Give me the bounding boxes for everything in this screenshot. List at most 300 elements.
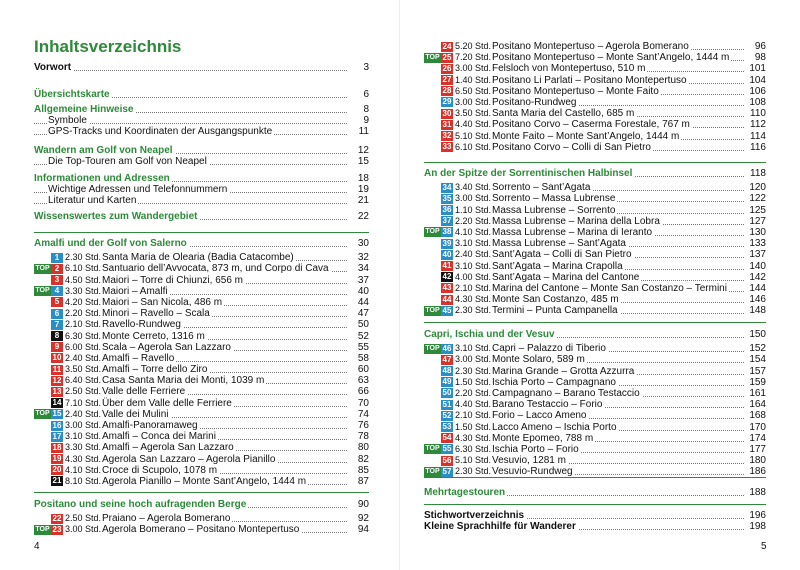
tour-duration: 1.50 Std.: [455, 376, 492, 387]
tour-row[interactable]: [34, 375, 369, 386]
tour-name: Agerola San Lazzaro – Agerola Pianillo: [102, 453, 276, 465]
toc-page: 74: [349, 409, 369, 420]
tour-name: Santa Maria del Castello, 685 m: [492, 108, 635, 120]
tour-name: Monte Faito – Monte Sant’Angelo, 1444 m: [492, 130, 680, 142]
tour-number-badge: 29: [442, 97, 452, 107]
toc-page: 170: [746, 422, 766, 433]
toc-label: Stichwortverzeichnis: [424, 510, 525, 521]
tour-name: Sant’Agata – Colli di San Pietro: [492, 249, 632, 261]
page-number: 4: [34, 541, 40, 552]
tour-number-badge: 38: [442, 227, 452, 237]
toc-page: 52: [349, 331, 369, 342]
tour-row[interactable]: [34, 275, 369, 286]
amalfi-section: [34, 238, 369, 487]
toc-page: 92: [349, 513, 369, 524]
tour-row[interactable]: [424, 388, 766, 399]
toc-entry-heading[interactable]: [34, 145, 369, 156]
tour-row[interactable]: [34, 263, 369, 274]
tour-duration: 5.10 Std.: [455, 455, 492, 466]
tour-row[interactable]: [34, 353, 369, 364]
section-heading[interactable]: [34, 238, 369, 249]
divider: [424, 504, 766, 505]
toc-label: Übersichtskarte: [34, 89, 110, 100]
tour-duration: 2.30 Std.: [455, 305, 492, 316]
wandern-section: [34, 145, 369, 167]
divider: [424, 162, 766, 163]
tour-duration: 3.00 Std.: [455, 96, 492, 107]
toc-page: 78: [349, 431, 369, 442]
tour-number-badge: 20: [52, 465, 62, 475]
toc-page: 50: [349, 319, 369, 330]
tour-duration: 3.50 Std.: [455, 108, 492, 119]
tour-row[interactable]: [34, 398, 369, 409]
tour-name: Sorrento – Massa Lubrense: [492, 193, 616, 205]
tour-duration: 3.50 Std.: [65, 364, 102, 375]
tour-number-badge: 19: [52, 454, 62, 464]
tour-number-badge: 16: [52, 420, 62, 430]
tour-row[interactable]: [424, 108, 766, 119]
tour-number-badge: 37: [442, 216, 452, 226]
tour-duration: 3.30 Std.: [65, 442, 102, 453]
tour-duration: 2.10 Std.: [65, 319, 102, 330]
tour-number-badge: 47: [442, 354, 452, 364]
top-badge: TOP: [425, 306, 440, 314]
toc-page: 32: [349, 252, 369, 263]
toc-label: Literatur und Karten: [48, 195, 137, 207]
toc-page: 168: [746, 410, 766, 421]
tour-name: Monte Cerreto, 1316 m: [102, 330, 205, 342]
tour-name: Positano Corvo – Colli di San Pietro: [492, 141, 651, 153]
tour-row[interactable]: [424, 238, 766, 249]
tour-row[interactable]: [34, 252, 369, 263]
toc-page: 85: [349, 465, 369, 476]
tour-duration: 8.10 Std.: [65, 475, 102, 486]
tour-duration: 2.40 Std.: [65, 352, 102, 363]
tour-row[interactable]: [424, 399, 766, 410]
tour-row[interactable]: [34, 409, 369, 420]
toc-page: 60: [349, 364, 369, 375]
toc-page: 188: [746, 487, 766, 498]
tour-duration: 2.20 Std.: [65, 308, 102, 319]
toc-page: 125: [746, 205, 766, 216]
toc-page: 142: [746, 272, 766, 283]
tour-number-badge: 14: [52, 398, 62, 408]
tour-duration: 4.30 Std.: [65, 453, 102, 464]
tour-row[interactable]: [34, 297, 369, 308]
toc-page: 90: [349, 499, 369, 510]
tour-number-badge: 18: [52, 442, 62, 452]
top-badge: TOP: [35, 264, 50, 272]
toc-page: 120: [746, 182, 766, 193]
tour-row[interactable]: [34, 513, 369, 524]
tour-row[interactable]: [424, 455, 766, 466]
tour-name: Über dem Valle delle Ferriere: [102, 397, 232, 409]
tour-name: Santuario dell’Avvocata, 873 m, und Corpo di Cava: [102, 263, 329, 275]
tour-row[interactable]: [424, 182, 766, 193]
toc-page: 22: [349, 211, 369, 222]
tour-duration: 3.30 Std.: [65, 285, 102, 296]
tour-duration: 6.30 Std.: [65, 330, 102, 341]
tour-row[interactable]: [34, 476, 369, 487]
tour-row[interactable]: [34, 431, 369, 442]
tour-number-badge: 39: [442, 238, 452, 248]
tour-row[interactable]: [34, 465, 369, 476]
tour-name: Santa Maria de Olearia (Badia Catacombe): [102, 252, 294, 264]
tour-name: Capri – Palazzo di Tiberio: [492, 343, 606, 355]
tour-duration: 7.20 Std.: [455, 52, 492, 63]
wissen-block: [34, 211, 369, 222]
tour-number-badge: 2: [51, 264, 63, 274]
toc-page: 130: [746, 227, 766, 238]
tour-duration: 4.20 Std.: [65, 296, 102, 307]
tour-duration: 2.30 Std.: [455, 466, 492, 477]
tour-name: Barano Testaccio – Forio: [492, 399, 603, 411]
top-badge: TOP: [425, 467, 440, 475]
tour-name: Felsloch von Montepertuso, 510 m: [492, 63, 646, 75]
toc-page: 106: [746, 86, 766, 97]
toc-page: 152: [746, 343, 766, 354]
tour-row[interactable]: [424, 294, 766, 305]
tour-row[interactable]: [34, 319, 369, 330]
tour-row[interactable]: [424, 216, 766, 227]
tour-name: Vesuvio, 1281 m: [492, 455, 566, 467]
tour-number-badge: 50: [442, 388, 452, 398]
tour-name: Monte San Costanzo, 485 m: [492, 294, 619, 306]
tour-row[interactable]: [424, 142, 766, 153]
toc-label: Symbole: [48, 115, 87, 127]
toc-label: Vorwort: [34, 62, 72, 73]
tour-name: Positano-Rundweg: [492, 96, 577, 108]
toc-entry-heading[interactable]: [34, 173, 369, 184]
tour-name: Maiori – San Nicola, 486 m: [102, 296, 223, 308]
tour-duration: 3.10 Std.: [455, 343, 492, 354]
toc-page: 148: [746, 305, 766, 316]
tour-row[interactable]: [424, 366, 766, 377]
toc-page: 82: [349, 454, 369, 465]
toc-label: Informationen und Adressen: [34, 173, 170, 184]
tour-number-badge: 11: [52, 364, 62, 374]
tour-number-badge: 52: [442, 410, 452, 420]
tour-name: Massa Lubrense – Sorrento: [492, 204, 616, 216]
toc-label: An der Spitze der Sorrentinischen Halbinsel: [424, 168, 633, 179]
tour-name: Ischia Porto – Forio: [492, 443, 579, 455]
tour-name: Valle dei Mulini: [102, 408, 169, 420]
tour-name: Massa Lubrense – Marina della Lobra: [492, 215, 660, 227]
tour-number-badge: 34: [442, 182, 452, 192]
tour-number-badge: 32: [442, 131, 452, 140]
tour-row[interactable]: [34, 442, 369, 453]
tour-row[interactable]: [424, 249, 766, 260]
vorwort-block: [34, 62, 369, 73]
toc-entry-sub[interactable]: [34, 156, 369, 167]
toc-label: Kleine Sprachhilfe für Wanderer: [424, 521, 576, 533]
tour-duration: 3.00 Std.: [65, 420, 102, 430]
tour-row[interactable]: [424, 52, 766, 63]
sorrento-section: [424, 168, 766, 316]
toc-entry-vorwort[interactable]: [34, 62, 369, 73]
tour-duration: 6.10 Std.: [65, 263, 102, 274]
tour-duration: 4.40 Std.: [455, 399, 492, 410]
tour-row[interactable]: [424, 227, 766, 238]
toc-label: Die Top-Touren am Golf von Neapel: [48, 156, 207, 168]
toc-page: 144: [746, 283, 766, 294]
page-number: 5: [761, 541, 767, 552]
tour-row[interactable]: [34, 386, 369, 397]
tour-name: Massa Lubrense – Marina di Ieranto: [492, 226, 653, 238]
tour-row[interactable]: [424, 377, 766, 388]
top-badge: TOP: [35, 410, 50, 418]
divider: [424, 322, 766, 323]
tour-name: Campagnano – Barano Testaccio: [492, 387, 640, 399]
toc-page: 98: [746, 52, 766, 63]
toc-label: Amalfi und der Golf von Salerno: [34, 238, 187, 249]
toc-page: 133: [746, 238, 766, 249]
toc-entry-sprachhilfe[interactable]: [424, 521, 766, 532]
top-badge: TOP: [35, 287, 50, 295]
toc-entry-stichwortverzeichnis[interactable]: [424, 510, 766, 521]
toc-page: 157: [746, 366, 766, 377]
toc-page: 180: [746, 455, 766, 466]
toc-page: 19: [349, 184, 369, 195]
tour-name: Amalfi-Panoramaweg: [102, 420, 198, 431]
tour-name: Positano Corvo – Caserma Forestale, 767 m: [492, 119, 690, 131]
tour-name: Scala – Agerola San Lazzaro: [102, 341, 231, 353]
tour-row[interactable]: [424, 131, 766, 142]
tour-number-badge: 53: [442, 422, 452, 431]
section-heading[interactable]: [34, 499, 369, 510]
allgemein-section: [34, 104, 369, 138]
tour-row[interactable]: [424, 97, 766, 108]
toc-page: 21: [349, 195, 369, 206]
tour-row[interactable]: [34, 286, 369, 297]
toc-entry-sub[interactable]: [34, 195, 369, 206]
toc-page: 112: [746, 119, 766, 130]
tour-name: Vesuvio-Rundweg: [492, 466, 573, 478]
tour-duration: 1.10 Std.: [455, 204, 492, 215]
divider: [424, 477, 766, 478]
tour-number-badge: 54: [442, 433, 452, 443]
toc-page: 3: [349, 62, 369, 73]
toc-page: 118: [746, 168, 766, 179]
tour-row[interactable]: [424, 283, 766, 294]
toc-page: 63: [349, 375, 369, 386]
tour-row[interactable]: [424, 354, 766, 365]
appendix-block: [424, 510, 766, 532]
tour-number-badge: 30: [442, 108, 452, 118]
tour-number-badge: 8: [51, 331, 63, 341]
tour-name: Croce di Scupolo, 1078 m: [102, 464, 218, 476]
tour-row[interactable]: [424, 75, 766, 86]
tour-number-badge: 57: [442, 466, 452, 476]
tour-number-badge: 23: [52, 524, 62, 534]
tour-number-badge: 5: [51, 297, 63, 307]
tour-duration: 3.00 Std.: [455, 354, 492, 365]
tour-row[interactable]: [424, 86, 766, 97]
tour-name: Agerola Bomerano – Positano Montepertuso: [102, 524, 300, 536]
toc-page: 122: [746, 193, 766, 204]
toc-page: 94: [349, 524, 369, 535]
toc-page: 101: [746, 63, 766, 74]
toc-page: 150: [746, 329, 766, 340]
toc-entry-sub[interactable]: [34, 115, 369, 126]
toc-page: 8: [349, 104, 369, 115]
tour-number-badge: 6: [51, 309, 63, 319]
toc-entry-wissenswertes[interactable]: [34, 211, 369, 222]
toc-entry-sub[interactable]: [34, 126, 369, 137]
tour-duration: 2.30 Std.: [455, 365, 492, 376]
toc-entry-uebersicht[interactable]: [34, 89, 369, 100]
tour-name: Praiano – Agerola Bomerano: [102, 513, 231, 525]
toc-label: Wandern am Golf von Neapel: [34, 145, 173, 156]
tour-duration: 2.10 Std.: [455, 410, 492, 421]
tour-duration: 3.40 Std.: [455, 182, 492, 193]
tour-duration: 3.00 Std.: [455, 63, 492, 74]
toc-label: Positano und seine hoch aufragenden Berge: [34, 499, 247, 510]
toc-page: 76: [349, 420, 369, 431]
tour-number-badge: 40: [442, 249, 452, 259]
tour-number-badge: 36: [442, 205, 452, 215]
tour-duration: 3.10 Std.: [65, 431, 102, 442]
toc-entry-heading[interactable]: [34, 104, 369, 115]
tour-number-badge: 4: [51, 286, 63, 296]
tour-duration: 5.10 Std.: [455, 130, 492, 141]
tour-number-badge: 46: [442, 343, 452, 353]
tour-number-badge: 51: [442, 399, 452, 409]
tour-number-badge: 56: [442, 455, 452, 465]
divider: [34, 232, 369, 233]
toc-page: 196: [746, 510, 766, 521]
toc-page: 186: [746, 466, 766, 477]
tour-number-badge: 45: [442, 305, 452, 315]
tour-duration: 3.10 Std.: [455, 238, 492, 249]
tour-row[interactable]: [424, 63, 766, 74]
toc-page: 9: [349, 115, 369, 126]
tour-number-badge: 35: [442, 193, 452, 203]
tour-duration: 6.40 Std.: [65, 375, 102, 386]
tour-number-badge: 17: [52, 431, 62, 441]
toc-entry-sub[interactable]: [34, 184, 369, 195]
toc-page: 34: [349, 263, 369, 274]
toc-entry-mehrtagestouren[interactable]: [424, 487, 766, 498]
tour-row[interactable]: [424, 272, 766, 283]
tour-number-badge: 49: [442, 377, 452, 387]
capri-section: [424, 329, 766, 477]
tour-name: Agerola Pianillo – Monte Sant’Angelo, 1444 m: [102, 475, 307, 487]
toc-page: 146: [746, 294, 766, 305]
tour-name: Positano Montepertuso – Agerola Bomerano: [492, 41, 689, 52]
toc-page: 87: [349, 476, 369, 487]
toc-page: 70: [349, 398, 369, 409]
top-badge: TOP: [35, 525, 50, 533]
tour-number-badge: 44: [442, 294, 452, 304]
tour-number-badge: 1: [51, 253, 63, 263]
toc-page: 12: [349, 145, 369, 156]
tour-row[interactable]: [424, 343, 766, 354]
tour-row[interactable]: [34, 364, 369, 375]
tour-row[interactable]: [424, 41, 766, 52]
tour-row[interactable]: [34, 342, 369, 353]
tour-number-badge: 31: [442, 119, 452, 129]
tour-name: Positano Li Parlati – Positano Montepertuso: [492, 74, 687, 86]
tour-row[interactable]: [34, 331, 369, 342]
tour-name: Lacco Ameno – Ischia Porto: [492, 421, 617, 433]
tour-number-badge: 10: [52, 353, 62, 363]
tour-number-badge: 9: [51, 342, 63, 352]
toc-page: 198: [746, 521, 766, 532]
tour-row[interactable]: [424, 444, 766, 455]
tour-name: Positano Montepertuso – Monte Sant’Angelo, 1444 m: [492, 52, 730, 64]
tour-duration: 2.30 Std.: [65, 252, 102, 263]
tour-row[interactable]: [424, 410, 766, 421]
top-badge: TOP: [425, 53, 440, 61]
tour-name: Termini – Punta Campanella: [492, 305, 618, 317]
tour-duration: 4.00 Std.: [455, 271, 492, 282]
toc-label: Wissenswertes zum Wandergebiet: [34, 211, 198, 222]
tour-duration: 6.30 Std.: [455, 443, 492, 454]
tour-row[interactable]: [34, 308, 369, 319]
section-heading[interactable]: [424, 168, 766, 179]
tour-duration: 2.40 Std.: [65, 408, 102, 419]
top-badge: TOP: [425, 344, 440, 352]
section-heading[interactable]: [424, 329, 766, 340]
toc-label: Allgemeine Hinweise: [34, 104, 134, 115]
tour-number-badge: 15: [52, 409, 62, 419]
tour-row[interactable]: [424, 433, 766, 444]
tour-name: Sorrento – Sant’Agata: [492, 182, 591, 194]
tour-row[interactable]: [424, 119, 766, 130]
tour-number-badge: 48: [442, 366, 452, 376]
toc-page: 174: [746, 433, 766, 444]
toc-page: 66: [349, 386, 369, 397]
tour-duration: 2.50 Std.: [65, 386, 102, 397]
tour-name: Maiori – Torre di Chiunzi, 656 m: [102, 274, 243, 286]
tour-name: Amalfi – Torre dello Ziro: [102, 364, 208, 376]
tour-name: Marina del Cantone – Monte San Costanzo – Termini: [492, 282, 727, 294]
toc-page: 110: [746, 108, 766, 119]
tour-row[interactable]: [424, 205, 766, 216]
tour-row[interactable]: [424, 261, 766, 272]
toc-page: 40: [349, 286, 369, 297]
tour-duration: 2.20 Std.: [455, 215, 492, 226]
uebersicht-block: [34, 89, 369, 100]
tour-duration: 6.50 Std.: [455, 85, 492, 96]
toc-page: 161: [746, 388, 766, 399]
tour-number-badge: 41: [442, 261, 452, 270]
toc-page: 140: [746, 261, 766, 272]
tour-number-badge: 22: [52, 513, 62, 523]
toc-page: 80: [349, 442, 369, 453]
toc-page: 137: [746, 249, 766, 260]
tour-number-badge: 21: [52, 476, 62, 486]
tour-row[interactable]: [424, 193, 766, 204]
tour-name: Amalfi – Agerola San Lazzaro: [102, 442, 234, 454]
top-badge: TOP: [425, 228, 440, 236]
tour-duration: 2.50 Std.: [65, 513, 102, 524]
toc-page: 37: [349, 275, 369, 286]
tour-row[interactable]: [424, 305, 766, 316]
tour-row[interactable]: [34, 420, 369, 431]
toc-page: 11: [349, 126, 369, 137]
tour-row[interactable]: [424, 466, 766, 477]
tour-row[interactable]: [34, 454, 369, 465]
toc-page: 154: [746, 354, 766, 365]
tour-duration: 3.00 Std.: [455, 193, 492, 204]
tour-number-badge: 42: [442, 272, 452, 282]
toc-page: 108: [746, 97, 766, 108]
tour-row[interactable]: [34, 524, 369, 535]
tour-row[interactable]: [424, 422, 766, 433]
toc-page: 6: [349, 89, 369, 100]
